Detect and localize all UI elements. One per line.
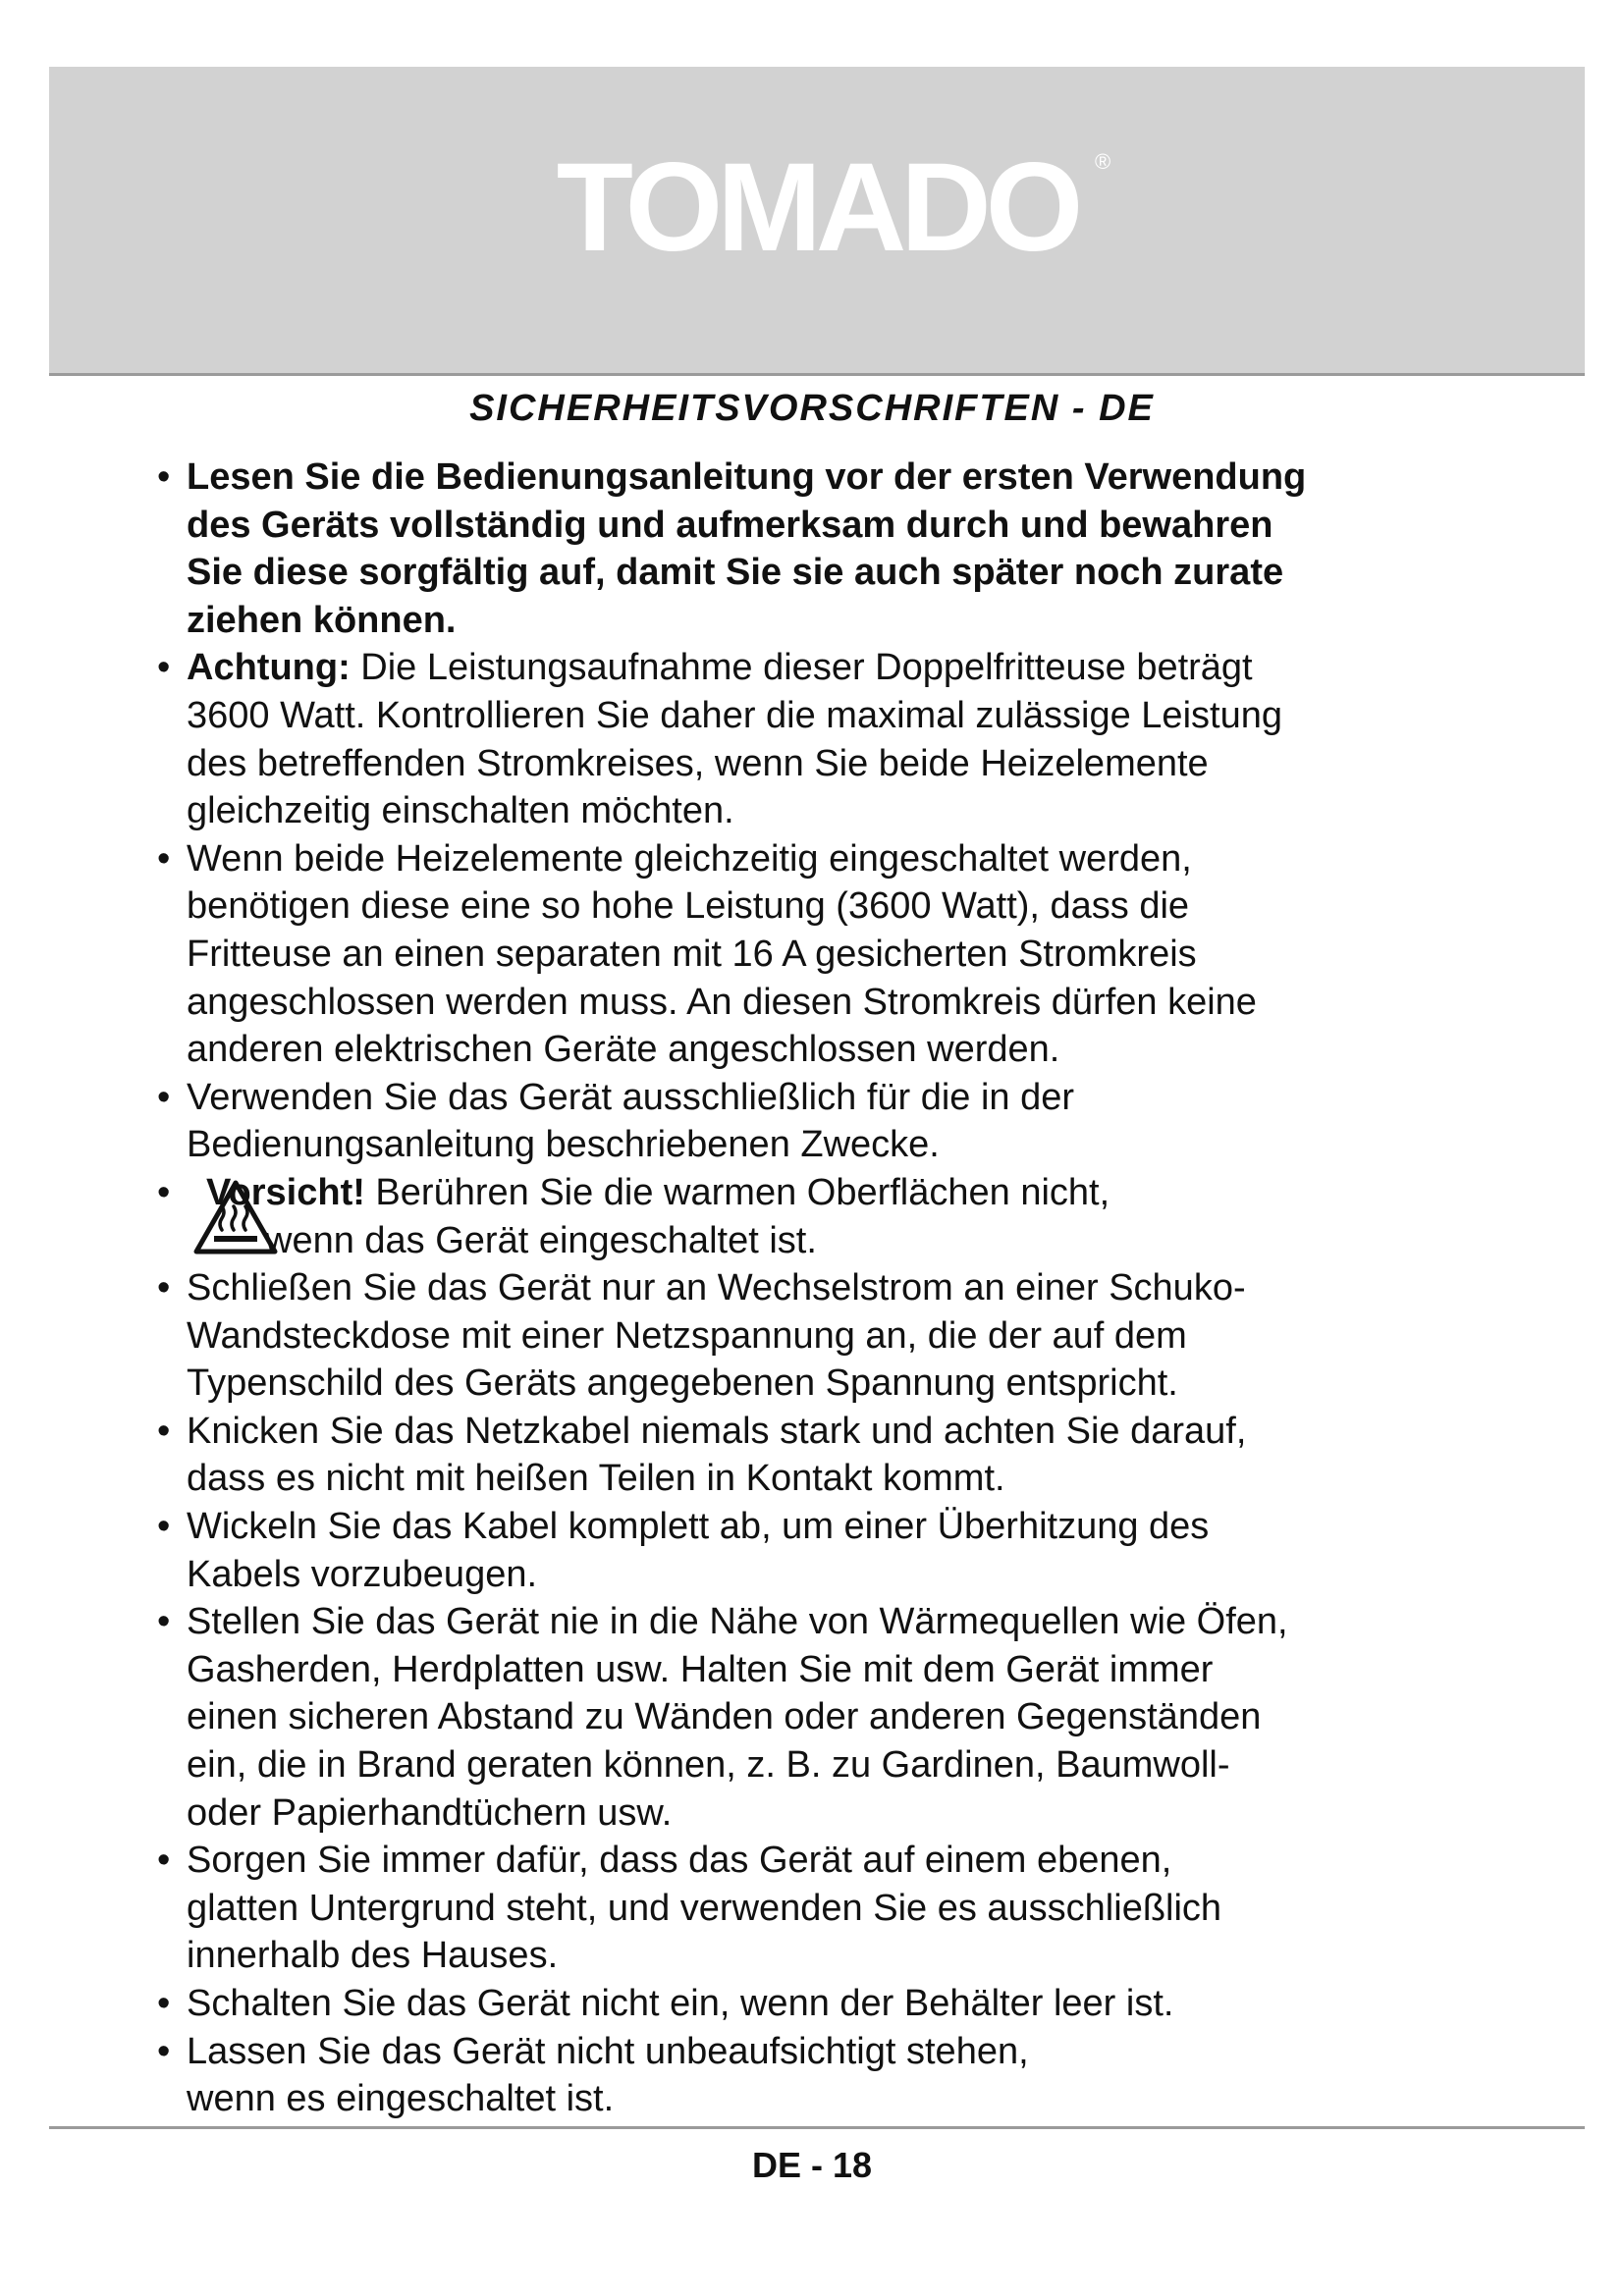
text-line: gleichzeitig einschalten möchten. [187,790,734,832]
brand-logo-text: TOMADO ® [556,137,1111,278]
text-line: Gasherden, Herdplatten usw. Halten Sie mit dem Gerät immer [187,1648,1214,1690]
bullet-icon: • [157,1267,171,1309]
bullet-icon: • [157,1171,171,1213]
text-line: Wickeln Sie das Kabel komplett ab, um einer Überhitzung des [187,1506,1210,1548]
bullet-icon: • [157,2030,171,2072]
list-item [157,644,1532,834]
list-item [157,1074,1532,1169]
text-line: oder Papierhandtüchern usw. [187,1791,673,1834]
text-line: anderen elektrischen Geräte angeschlossen werden. [187,1029,1060,1071]
text-line: Lesen Sie die Bedienungsanleitung vor der ersten Verwendung [187,456,1307,498]
list-item [157,1837,1532,1980]
text-line: Wenn beide Heizelemente gleichzeitig eingeschaltet werden, [187,837,1192,880]
text-line: Sorgen Sie immer dafür, dass das Gerät auf einem ebenen, [187,1840,1172,1882]
text-line: Berühren Sie die warmen Oberflächen nicht, [364,1171,1110,1213]
text-line: Kabels vorzubeugen. [187,1553,538,1595]
text-line: Knicken Sie das Netzkabel niemals stark und achten Sie darauf, [187,1410,1247,1452]
text-line: wenn es eingeschaltet ist. [187,2078,615,2120]
list-item [157,1408,1532,1503]
registered-trademark-mark: ® [1095,149,1111,174]
list-item [157,1598,1532,1837]
text-line: Wandsteckdose mit einer Netzspannung an, die der auf dem [187,1314,1187,1357]
bullet-icon: • [157,1840,171,1882]
text-line: des Geräts vollständig und aufmerksam durch und bewahren [187,504,1273,546]
bullet-icon: • [157,456,171,498]
list-item [157,835,1532,1074]
text-line: Typenschild des Geräts angegebenen Spannung entspricht. [187,1362,1178,1405]
text-line: ziehen können. [187,599,457,641]
logo [49,137,1585,278]
list-item [157,454,1532,644]
text-line: Lassen Sie das Gerät nicht unbeaufsichtigt stehen, [187,2030,1029,2072]
bullet-icon: • [157,1410,171,1452]
page-title: SICHERHEITSVORSCHRIFTEN - DE [469,388,1155,429]
safety-instructions-list [157,454,1532,2123]
text-line: einen sicheren Abstand zu Wänden oder anderen Gegenständen [187,1696,1262,1738]
text-line: des betreffenden Stromkreises, wenn Sie beide Heizelemente [187,742,1209,784]
bullet-icon: • [157,647,171,689]
item-text [187,456,1306,641]
hot-surface-warning-icon [192,1179,279,1255]
text-line: 3600 Watt. Kontrollieren Sie daher die maximal zulässige Leistung [187,694,1282,736]
text-line: Sie diese sorgfältig auf, damit Sie sie auch später noch zurate [187,552,1284,594]
text-line: angeschlossen werden muss. An diesen Stromkreis dürfen keine [187,981,1257,1023]
bullet-icon: • [157,837,171,880]
text-line: benötigen diese eine so hohe Leistung (3600 Watt), dass die [187,885,1190,928]
text-line: wenn das Gerät eingeschaltet ist. [265,1219,817,1261]
list-item [157,1503,1532,1598]
item-lead: Vorsicht! [206,1171,365,1213]
bullet-icon: • [157,1076,171,1118]
page-number: DE - 18 [751,2145,873,2185]
text-line: innerhalb des Hauses. [187,1935,559,1977]
header-band [49,67,1585,376]
text-line: Schalten Sie das Gerät nicht ein, wenn der Behälter leer ist. [187,1983,1174,2024]
list-item [157,1169,1532,1264]
text-line: Fritteuse an einen separaten mit 16 A gesicherten Stromkreis [187,933,1197,975]
text-line: Bedienungsanleitung beschriebenen Zwecke. [187,1124,940,1166]
text-line: glatten Untergrund steht, und verwenden Sie es ausschließlich [187,1887,1222,1929]
text-line: ein, die in Brand geraten können, z. B. zu Gardinen, Baumwoll- [187,1744,1230,1787]
footer-divider [49,2126,1585,2129]
item-lead: Achtung: [187,647,351,689]
text-line: dass es nicht mit heißen Teilen in Kontakt kommt. [187,1458,1005,1500]
bullet-icon: • [157,1983,171,2024]
text-line: Verwenden Sie das Gerät ausschließlich für die in der [187,1076,1075,1118]
list-item [157,1980,1532,2028]
bullet-icon: • [157,1506,171,1548]
text-line: Schließen Sie das Gerät nur an Wechselstrom an einer Schuko- [187,1267,1246,1309]
list-item [157,2028,1532,2123]
list-item [157,1264,1532,1408]
bullet-icon: • [157,1601,171,1643]
text-line: Stellen Sie das Gerät nie in die Nähe von Wärmequellen wie Öfen, [187,1601,1288,1643]
text-line: Die Leistungsaufnahme dieser Doppelfritteuse beträgt [350,647,1253,689]
